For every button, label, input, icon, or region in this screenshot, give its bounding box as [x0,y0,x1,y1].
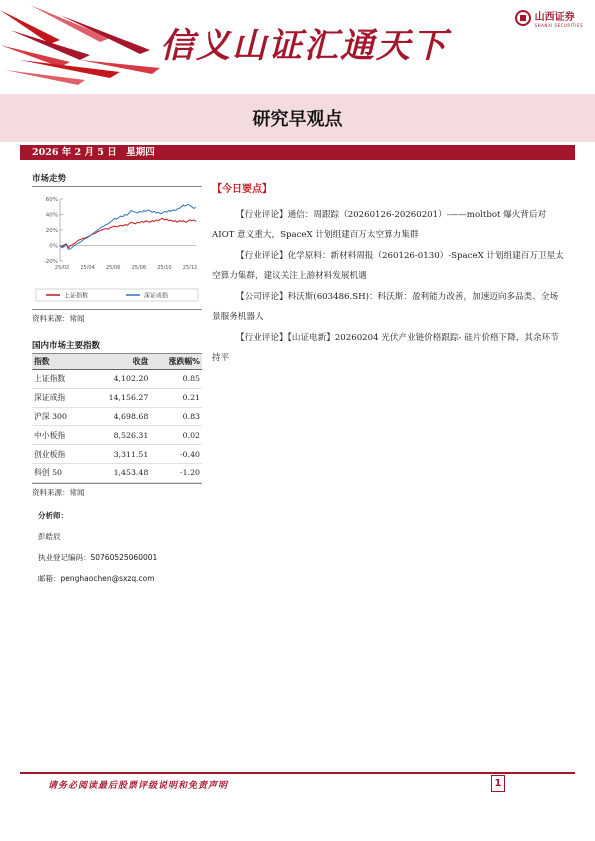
series-line-上证指数 [60,218,196,247]
red-arrows-decoration [0,0,170,90]
analyst-email[interactable]: 邮箱：penghaochen@sxzq.com [38,573,155,583]
footer-disclaimer[interactable]: 请务必阅读最后股票评级说明和免责声明 [48,781,229,791]
x-tick-label: 25/12 [182,265,198,271]
index-change: -1.20 [150,463,202,482]
index-close: 8,526.31 [86,426,150,445]
index-change: 0.21 [150,388,202,407]
series-line-深证成指 [60,204,196,249]
x-tick-label: 25/02 [54,265,70,271]
today-highlights-title: 【今日要点】 [212,184,272,195]
logo-subtext: SHANXI SECURITIES [534,23,583,28]
left-column [32,172,202,589]
y-tick-label: 40% [45,212,58,219]
index-change: 0.85 [150,370,202,389]
table-row [32,407,202,426]
header-index: 指数 [32,354,86,370]
header-change: 涨跌幅% [150,354,202,370]
index-close: 14,156.27 [86,388,150,407]
x-tick-label: 25/04 [80,265,95,271]
right-column [212,180,564,369]
y-tick-label: -20% [43,259,58,265]
date-bar: 2026 年 2 月 5 日 星期四 [20,145,575,160]
market-source: 资料来源：常闻 [32,309,202,327]
table-header-row [32,354,202,370]
market-chart [32,189,202,309]
header-close: 收盘 [86,354,150,370]
table-row [32,370,202,389]
index-name: 创业板指 [32,445,86,464]
list-item[interactable]: 【行业评论】化学原料：新材料周报（260126-0130）-SpaceX 计划组建百万卫星太空算力集群，建议关注上游材料发展机遇 [212,251,564,281]
page-title: 研究早观点 [252,109,343,130]
page-number: 1 [491,775,505,792]
legend-box [36,289,198,301]
index-close: 4,698.68 [86,407,150,426]
index-close: 4,102.20 [86,370,150,389]
footer-divider [20,772,575,774]
legend-label: 上证指数 [64,292,89,300]
indices-source: 资料来源：常闻 [32,483,202,501]
index-close: 1,453.48 [86,463,150,482]
logo-icon [515,10,531,26]
title-band [0,94,595,142]
index-name: 科创 50 [32,463,86,482]
index-change: 0.83 [150,407,202,426]
index-name: 中小板指 [32,426,86,445]
company-logo [515,8,583,28]
slogan: 信义山证汇通天下 [160,26,448,66]
index-close: 3,311.51 [86,445,150,464]
indices-table [32,354,202,483]
table-row [32,388,202,407]
table-row [32,426,202,445]
x-tick-label: 25/06 [105,265,121,271]
index-name: 沪深 300 [32,407,86,426]
logo-text: 山西证券 [534,12,575,23]
table-row [32,463,202,482]
market-trend-title: 市场走势 [32,172,202,187]
page-header [0,0,595,92]
analyst-label: 分析师： [38,510,68,520]
index-name: 上证指数 [32,370,86,389]
index-change: 0.02 [150,426,202,445]
y-tick-label: 0% [49,243,58,250]
x-tick-label: 25/10 [157,265,172,271]
y-tick-label: 20% [45,228,58,234]
list-item[interactable]: 【行业评论】通信：周跟踪（20260126-20260201）-——moltbot 爆火背后对 AIOT 意义重大，SpaceX 计划组建百万太空算力集群 [212,210,547,240]
list-item[interactable]: 【行业评论】【山证电新】20260204 光伏产业链价格跟踪- 硅片价格下降，其余环节持平 [212,333,559,363]
table-row [32,445,202,464]
analyst-license: 执业登记编码：S0760525060001 [38,552,158,562]
x-tick-label: 25/08 [131,265,147,271]
legend-label: 深证成指 [144,292,169,300]
index-change: -0.40 [150,445,202,464]
list-item[interactable]: 【公司评论】科沃斯(603486.SH)：科沃斯：盈利能力改善，加速迈向多品类、全场景服务机器人 [212,292,559,322]
y-tick-label: 60% [45,197,58,203]
market-chart-svg [32,189,202,309]
index-name: 深证成指 [32,388,86,407]
analyst-name: 彭皓辰 [38,531,61,541]
indices-title: 国内市场主要指数 [32,339,202,354]
analyst-block [32,505,202,589]
